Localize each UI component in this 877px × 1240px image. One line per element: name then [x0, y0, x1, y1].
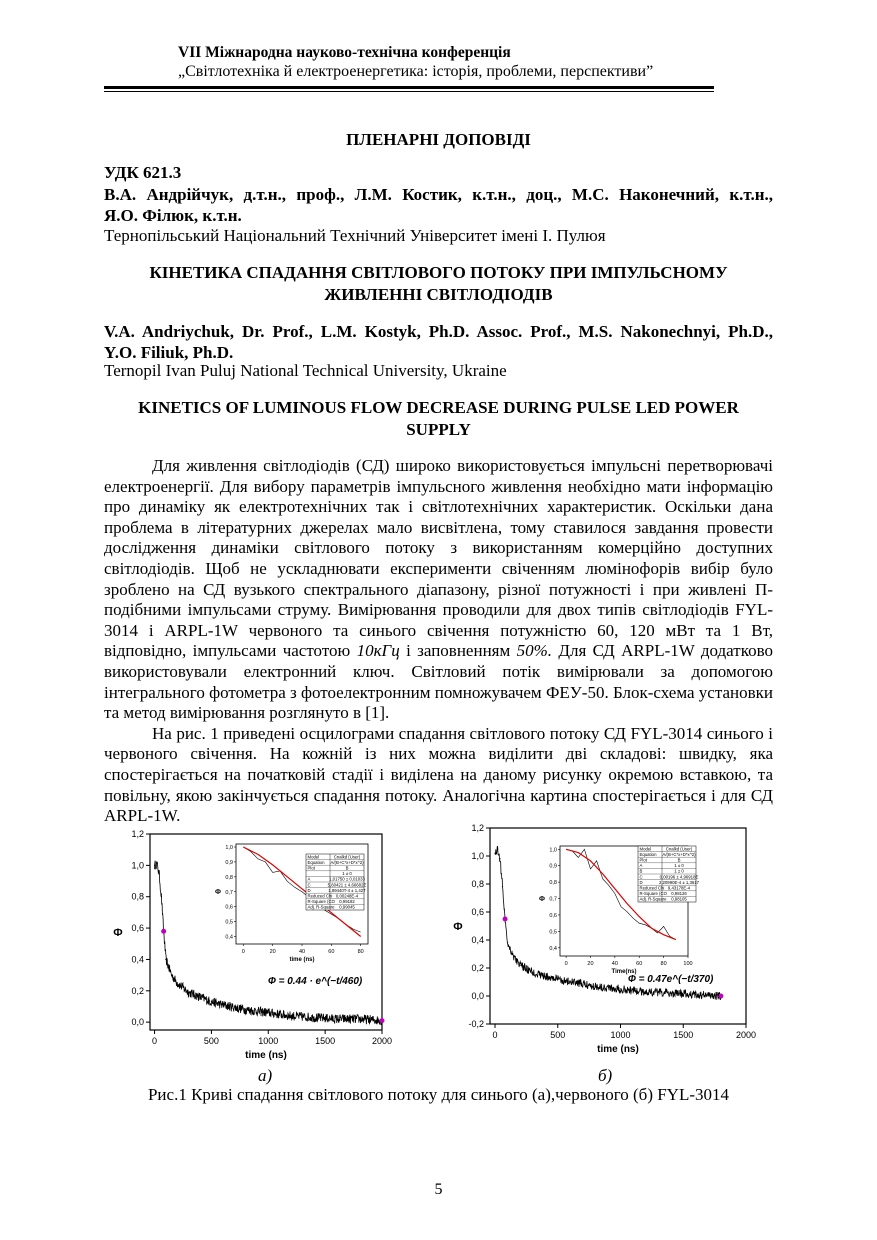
data-point	[177, 982, 178, 983]
data-point	[595, 986, 596, 987]
conference-subtitle: „Світлотехніка й електроенергетика: історія, проблеми, перспективи”	[178, 63, 654, 80]
title-en-line2: SUPPLY	[406, 420, 471, 439]
inset-x-tick-label: 60	[328, 949, 335, 955]
data-point	[222, 1004, 223, 1005]
x-tick-label: 500	[550, 1030, 566, 1040]
data-point	[494, 853, 495, 854]
inset-x-tick-label: 0	[241, 949, 245, 955]
fit-table-value: B	[345, 865, 349, 871]
y-tick-label: 0,2	[131, 985, 144, 996]
data-point	[188, 992, 189, 993]
fit-table-key: C	[639, 874, 643, 880]
x-tick-label: 2000	[735, 1030, 757, 1040]
y-tick-label: 1,0	[131, 860, 144, 871]
inset-x-tick-label: 80	[660, 961, 667, 967]
authors-en-line2: Y.O. Filiuk, Ph.D.	[104, 343, 234, 362]
fit-table-value: 0,00248E-4	[335, 893, 359, 899]
data-point	[313, 1017, 314, 1018]
y-axis-label: Ф	[453, 921, 463, 933]
x-tick-label: 500	[203, 1036, 219, 1046]
inset-y-label: Ф	[215, 889, 221, 896]
data-point	[513, 956, 514, 957]
data-point	[670, 993, 671, 994]
header-rule-thin	[104, 91, 714, 92]
y-tick-label: 1,2	[131, 829, 144, 839]
fit-table-value: A/(B+C*x+D*x^2)	[330, 859, 364, 865]
fit-table-key: B	[639, 868, 643, 874]
y-tick-label: -0,2	[468, 1019, 484, 1029]
udk-code: УДК 621.3	[104, 163, 182, 182]
x-axis-label: time (ns)	[597, 1044, 639, 1055]
data-point	[165, 959, 166, 960]
subfigure-b-label: б)	[598, 1066, 613, 1085]
fit-table-key: A	[639, 863, 643, 869]
fit-formula: Ф = 0.47e^(−t/370)	[628, 974, 714, 985]
section-title: ПЛЕНАРНІ ДОПОВІДІ	[346, 130, 531, 149]
fit-table-key: R-Square (CO	[307, 899, 335, 905]
fit-table-key: Reduced Chi	[639, 885, 665, 891]
inset-y-tick-label: 1,0	[549, 847, 557, 854]
authors-ua-line1: В.А. Андрійчук, д.т.н., проф., Л.М. Костик, к.т.н., доц., М.С. Наконечний, к.т.н.,	[104, 185, 773, 204]
fit-table-key: A	[307, 876, 311, 882]
fit-table-key: Model	[307, 854, 320, 860]
fit-table-value: 0,00196 ± 4,96918E	[659, 874, 699, 880]
fit-table-value: 0,99045	[339, 904, 355, 910]
data-point	[570, 981, 571, 982]
inset-x-tick-label: 40	[611, 961, 618, 967]
inset-y-tick-label: 0,8	[549, 880, 557, 887]
data-point	[199, 996, 200, 997]
data-point	[156, 863, 157, 864]
data-point	[499, 858, 500, 859]
y-axis-label: Ф	[113, 927, 123, 939]
data-point	[336, 1018, 337, 1019]
data-point	[520, 965, 521, 966]
fit-table-value: 1,01750 ± 0,01033	[329, 876, 365, 882]
data-point	[245, 1009, 246, 1010]
chart-a	[108, 822, 408, 1067]
inset-y-tick-label: 0,5	[225, 919, 233, 926]
x-tick-label: 0	[152, 1036, 158, 1046]
data-point	[161, 896, 162, 897]
title-ua-line2: ЖИВЛЕННІ СВІТЛОДІОДІВ	[324, 285, 553, 304]
fit-table-key: R-Square (CO	[639, 891, 667, 897]
data-point	[154, 865, 155, 866]
inset-x-tick-label: 20	[587, 961, 594, 967]
y-tick-label: 0,4	[471, 935, 484, 945]
fit-table-value: 2,20990E-4 ± 1,3617	[658, 879, 700, 885]
conference-title: VII Міжнародна науково-технічна конференція	[178, 44, 511, 61]
data-point	[359, 1018, 360, 1019]
paragraph-1: Для живлення світлодіодів (СД) широко використовується імпульсні перетворювачі електроенергії. Для вибору параметрів імпульсного живлення необхідно мати інформацію про динаміку як електротехнічних так і світлотехнічних характеристик. Оскільки дана проблема в літературних джерелах мало висвітлена, тому ставилося завдання провести дослідження динаміки світлового потоку з використанням комерційно доступних світлодіодів. Щоб не ускладнювати експерименти свіченням люмінофорів вибір було зроблено на СД вузького спектрального діапазону, різної потужності і при живлені П-подібними імпульсами струму. Вимірювання проводили для двох типів світлодіодів FYL-3014 і ARPL-1W червоного та синього свічення потужністю 60, 120 мВт та 1 Вт, відповідно, імпульсами частотою 10кГц і заповненням 50%. Для СД ARPL-1W додатково використовували електронний ключ. Світловий потік вимірювали за допомогою інтегрального фотометра з фотоелектронним помножувачем ФЕУ-50. Блок-схема установки та метод вимірювання розглянуто в [1].	[104, 456, 773, 723]
body-text	[104, 456, 773, 827]
inset-y-tick-label: 0,8	[225, 874, 233, 881]
fit-table-value: 5,60421 ± 4,66682E	[327, 882, 367, 888]
x-tick-label: 1000	[610, 1030, 631, 1040]
paragraph-2: На рис. 1 приведені осцилограми спадання світлового потоку СД FYL-3014 синього і червоного свічення. На кожній із них можна виділити дві складові: швидку, яка спостерігається на початковій стадії і виділена на даному рисунку окремою вставкою, та повільну, якою закінчується спадання потоку. Аналогічна картина спостерігається і для СД ARPL-1W.	[104, 723, 773, 826]
figure-caption: Рис.1 Криві спадання світлового потоку для синього (а),червоного (б) FYL-3014	[147, 1085, 730, 1104]
fit-end-marker	[380, 1018, 385, 1023]
fit-table-value: 1,89440T-4 ± 1,42T	[328, 887, 366, 893]
inset-y-tick-label: 0,6	[549, 912, 557, 919]
inset-x-tick-label: 0	[564, 961, 568, 967]
title-ua-line1: КІНЕТИКА СПАДАННЯ СВІТЛОВОГО ПОТОКУ ПРИ ІМПУЛЬСНОМУ	[149, 263, 728, 282]
authors-ua-line2: Я.О. Філюк, к.т.н.	[104, 206, 242, 225]
data-point	[268, 1012, 269, 1013]
inset-y-tick-label: 0,4	[225, 934, 233, 941]
inset-y-tick-label: 0,7	[549, 896, 557, 903]
fit-start-marker	[503, 917, 508, 922]
inset-y-tick-label: 0,5	[549, 929, 557, 936]
inset-x-label: Time(ns)	[611, 969, 637, 975]
data-point	[532, 972, 533, 973]
inset-y-tick-label: 1,0	[225, 844, 233, 851]
x-tick-label: 2000	[371, 1036, 393, 1046]
y-tick-label: 0,8	[471, 879, 484, 889]
fit-table-key: D	[639, 879, 643, 885]
fit-table-key: D	[307, 887, 311, 893]
inset-y-tick-label: 0,9	[225, 859, 233, 866]
fit-table-value: Cnalkd (User)	[333, 854, 361, 860]
affiliation-ua: Тернопільський Національний Технічний Університет імені І. Пулюя	[104, 226, 606, 245]
y-tick-label: 0,6	[471, 907, 484, 917]
y-tick-label: 0,8	[131, 891, 144, 902]
data-point	[290, 1015, 291, 1016]
chart-b	[448, 816, 768, 1066]
x-tick-label: 0	[492, 1030, 498, 1040]
fit-start-marker	[161, 929, 166, 934]
page-number: 5	[434, 1181, 443, 1198]
y-tick-label: 1,2	[471, 823, 484, 833]
affiliation-en: Ternopil Ivan Puluj National Technical University, Ukraine	[104, 361, 507, 380]
data-point	[695, 994, 696, 995]
data-point	[502, 886, 503, 887]
inset-x-tick-label: 20	[269, 949, 276, 955]
inset-x-tick-label: 80	[357, 949, 364, 955]
y-tick-label: 0,6	[131, 923, 144, 934]
data-point	[557, 979, 558, 980]
fit-table-key: Plot	[639, 857, 647, 863]
fit-table-value: 1 ± 0	[674, 863, 684, 869]
fit-table-value: 1 ± 0	[674, 868, 684, 874]
x-tick-label: 1500	[315, 1036, 336, 1046]
y-tick-label: 0,0	[131, 1017, 144, 1028]
fit-table-key: Plot	[307, 865, 315, 871]
fit-table-value: 9,43178E-4	[667, 885, 691, 891]
fit-table-key: Adj. R-Square	[639, 896, 667, 902]
y-tick-label: 0,4	[131, 954, 144, 965]
inset-x-tick-label: 100	[683, 961, 693, 967]
data-point	[211, 1001, 212, 1002]
fit-table-key: Model	[639, 846, 652, 852]
fit-table-key: Equation	[307, 859, 325, 865]
inset-y-tick-label: 0,4	[549, 945, 557, 952]
data-point	[171, 975, 172, 976]
fit-table-value: 1 ± 0	[342, 871, 352, 877]
data-point	[620, 988, 621, 989]
data-point	[545, 976, 546, 977]
inset-x-tick-label: 60	[636, 961, 643, 967]
inset-y-tick-label: 0,6	[225, 904, 233, 911]
fit-end-marker	[718, 994, 723, 999]
authors-en-line1: V.A. Andriychuk, Dr. Prof., L.M. Kostyk, Ph.D. Assoc. Prof., M.S. Nakonechnyi, Ph.D.,	[104, 322, 773, 341]
fit-formula: Ф = 0.44 · e^(−t/460)	[268, 976, 363, 987]
header-rule-thick	[104, 86, 714, 89]
fit-table-value: Cnalkd (User)	[665, 846, 693, 852]
y-tick-label: 1,0	[471, 851, 484, 861]
fit-table-key: Adj. R-Square	[307, 904, 335, 910]
fit-table-key: Reduced Chi	[307, 893, 333, 899]
fit-table-value: A/(B+C*x+D*x^2)	[662, 851, 696, 857]
inset-y-tick-label: 0,7	[225, 889, 233, 896]
x-tick-label: 1500	[673, 1030, 694, 1040]
fit-table-key: C	[307, 882, 311, 888]
data-point	[158, 873, 159, 874]
x-axis-label: time (ns)	[245, 1050, 287, 1061]
fit-table-value: B	[677, 857, 681, 863]
subfigure-a-label: а)	[258, 1066, 273, 1085]
inset-y-tick-label: 0,9	[549, 863, 557, 870]
inset-x-label: time (ns)	[289, 957, 315, 963]
fit-table-value: 0,98105	[671, 896, 687, 902]
data-point	[645, 991, 646, 992]
data-point	[507, 942, 508, 943]
title-en-line1: KINETICS OF LUMINOUS FLOW DECREASE DURING PULSE LED POWER	[138, 398, 739, 417]
inset-y-label: Ф	[539, 896, 545, 903]
fit-table-value: 0,98126	[671, 891, 687, 897]
data-point	[497, 848, 498, 849]
y-tick-label: 0,2	[471, 963, 484, 973]
inset-x-tick-label: 40	[298, 949, 306, 955]
fit-table-value: 0,99182	[339, 899, 355, 905]
fit-table-key: Equation	[639, 851, 657, 857]
x-tick-label: 1000	[258, 1036, 279, 1046]
y-tick-label: 0,0	[471, 991, 484, 1001]
